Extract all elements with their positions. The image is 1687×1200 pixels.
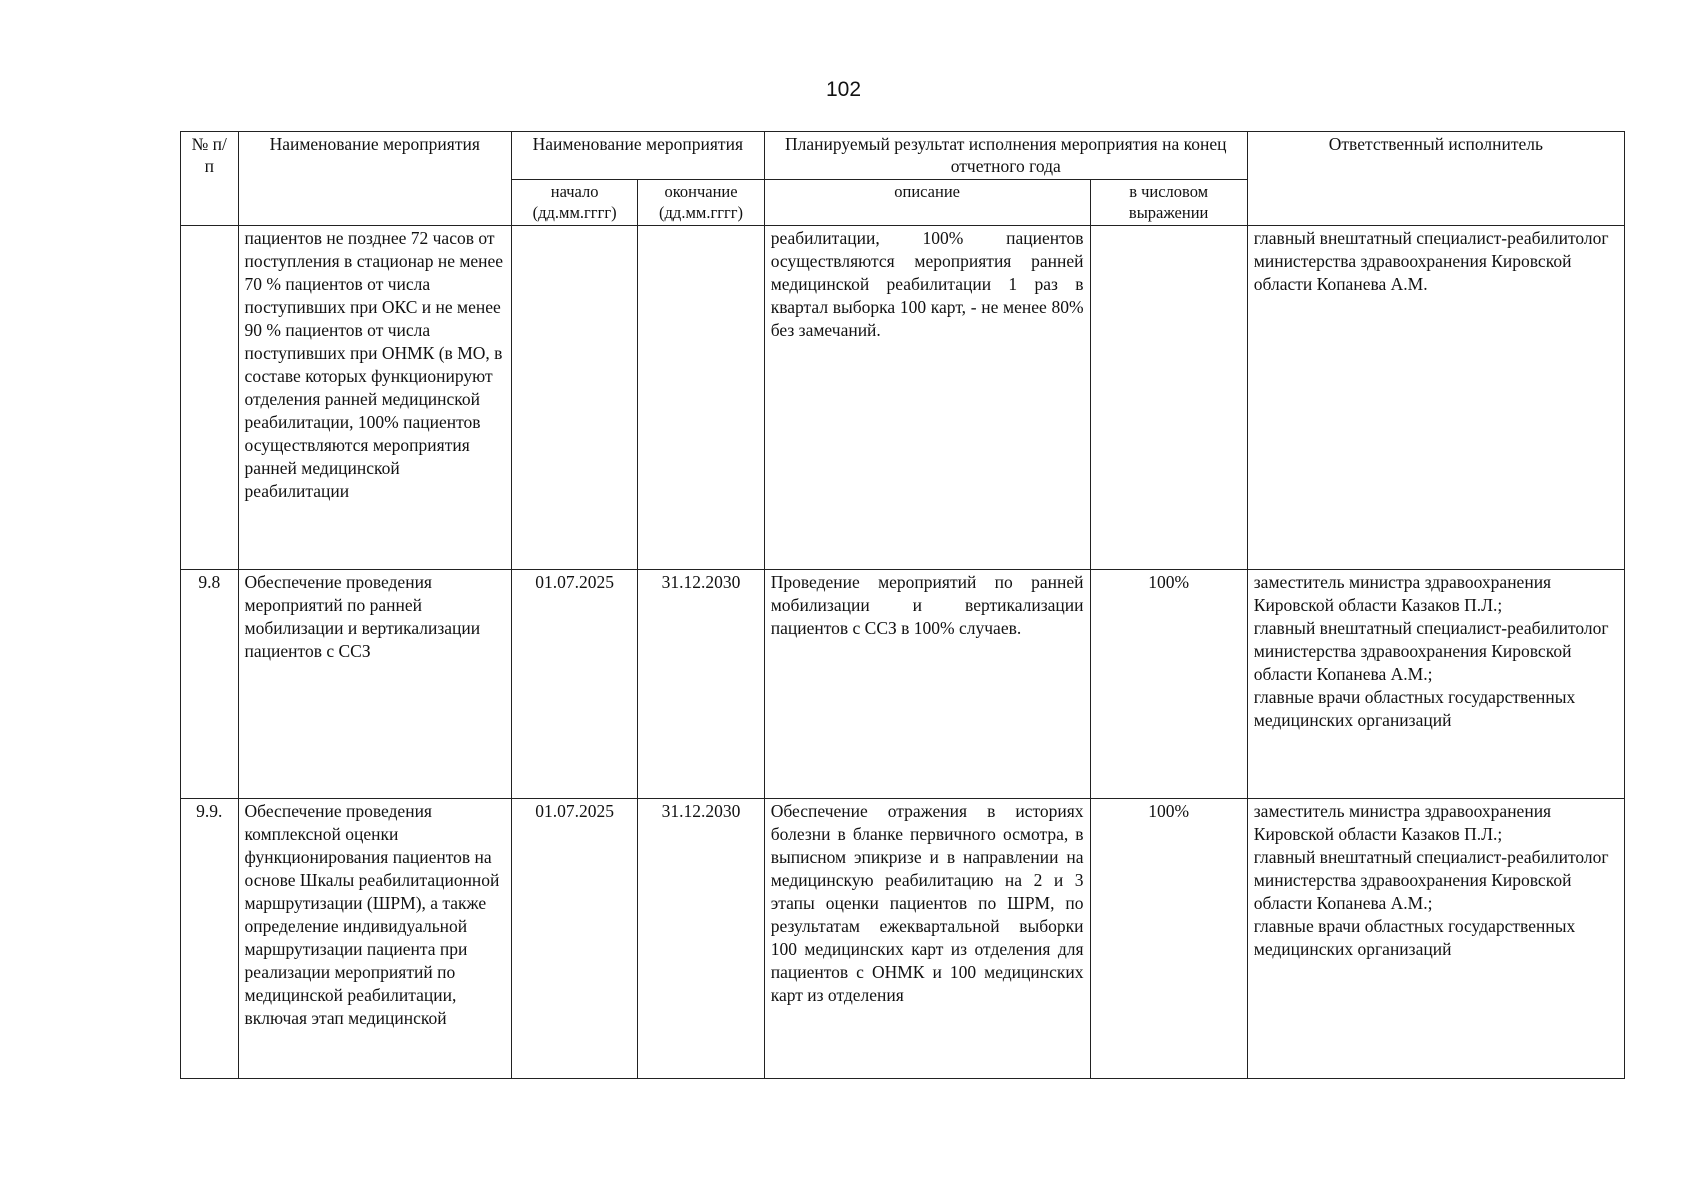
row-end: 31.12.2030 (638, 799, 764, 1079)
measures-table (180, 131, 1625, 1079)
row-value: 100% (1090, 570, 1247, 799)
row-end (638, 226, 764, 570)
table-row (181, 226, 1625, 570)
responsible-line: заместитель министра здравоохранения Кировской области Казаков П.Л.; (1253, 801, 1552, 844)
responsible-line: главный внештатный специалист-реабилитолог министерства здравоохранения Кировской области Копанева А.М. (1253, 228, 1609, 294)
row-name: пациентов не позднее 72 часов от поступления в стационар не менее 70 % пациентов от числа поступивших при ОКС и не менее 90 % пациентов от числа поступивших при ОНМК (в МО, в составе которых функционируют отделения ранней медицинской реабилитации, 100% пациентов осуществляются мероприятия ранней медицинской реабилитации (238, 226, 511, 570)
row-name: Обеспечение проведения мероприятий по ранней мобилизации и вертикализации пациентов с ССЗ (238, 570, 511, 799)
header-responsible: Ответственный исполнитель (1247, 132, 1624, 226)
row-num (181, 226, 239, 570)
responsible-line: главные врачи областных государственных медицинских организаций (1253, 916, 1576, 959)
row-responsible (1247, 570, 1624, 799)
row-description: Проведение мероприятий по ранней мобилизации и вертикализации пациентов с ССЗ в 100% случаев. (764, 570, 1090, 799)
row-value: 100% (1090, 799, 1247, 1079)
table-header (181, 132, 1625, 226)
header-start: начало (дд.мм.гггг) (511, 180, 637, 226)
header-result-group: Планируемый результат исполнения мероприятия на конец отчетного года (764, 132, 1247, 180)
header-dates-group: Наименование мероприятия (511, 132, 764, 180)
row-num: 9.8 (181, 570, 239, 799)
header-value: в числовом выражении (1090, 180, 1247, 226)
responsible-line: главный внештатный специалист-реабилитолог министерства здравоохранения Кировской области Копанева А.М.; (1253, 847, 1609, 913)
row-start (511, 226, 637, 570)
header-name: Наименование мероприятия (238, 132, 511, 226)
row-description: Обеспечение отражения в историях болезни в бланке первичного осмотра, в выписном эпикризе и в направлении на медицинскую реабилитацию на 2 и 3 этапы оценки пациентов по ШРМ, по результатам ежеквартальной выборки 100 медицинских карт из отделения для пациентов с ОНМК и 100 медицинских карт из отделения (764, 799, 1090, 1079)
header-num: № п/п (181, 132, 239, 226)
row-value (1090, 226, 1247, 570)
header-description: описание (764, 180, 1090, 226)
row-start: 01.07.2025 (511, 570, 637, 799)
row-start: 01.07.2025 (511, 799, 637, 1079)
page-number: 102 (825, 78, 862, 101)
row-responsible (1247, 226, 1624, 570)
row-responsible (1247, 799, 1624, 1079)
row-end: 31.12.2030 (638, 570, 764, 799)
responsible-line: главный внештатный специалист-реабилитолог министерства здравоохранения Кировской области Копанева А.М.; (1253, 618, 1609, 684)
responsible-line: главные врачи областных государственных медицинских организаций (1253, 687, 1576, 730)
header-end: окончание (дд.мм.гггг) (638, 180, 764, 226)
table-row (181, 570, 1625, 799)
responsible-line: заместитель министра здравоохранения Кировской области Казаков П.Л.; (1253, 572, 1552, 615)
row-description: реабилитации, 100% пациентов осуществляются мероприятия ранней медицинской реабилитации 1 раз в квартал выборка 100 карт, - не менее 80% без замечаний. (764, 226, 1090, 570)
table-row (181, 799, 1625, 1079)
row-name: Обеспечение проведения комплексной оценки функционирования пациентов на основе Шкалы реабилитационной маршрутизации (ШРМ), а также определение индивидуальной маршрутизации пациента при реализации мероприятий по медицинской реабилитации, включая этап медицинской (238, 799, 511, 1079)
row-num: 9.9. (181, 799, 239, 1079)
